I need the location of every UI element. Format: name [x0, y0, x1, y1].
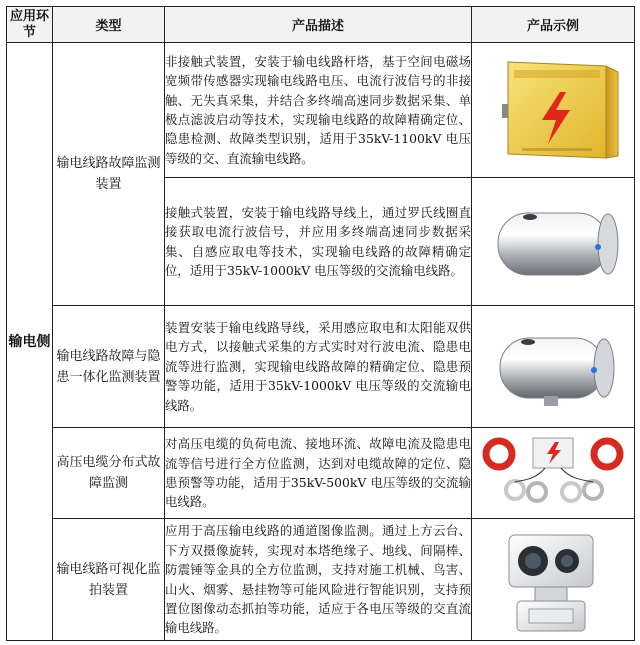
- product-image-cell: [472, 178, 635, 306]
- table-row: [7, 306, 635, 428]
- desc-cell: 非接触式装置，安装于输电线路杆塔，基于空间电磁场宽频带传感器实现输电线路电压、电流行波信号的非接触、无失真采集，并结合多终端高速同步数据采集、单极点滤波启动等技术，实现输电线路的故障精确定位、隐患检测、故障类型识别，适用于35kV-1100kV 电压等级的交、直流输电线路。: [165, 43, 472, 178]
- product-image-cell: [472, 428, 635, 519]
- product-image-cell: [472, 306, 635, 428]
- pan-tilt-camera-image: [483, 521, 623, 639]
- table-row: [7, 428, 635, 519]
- desc-cell: 应用于高压输电线路的通道图像监测。通过上方云台、下方双摄像旋转，实现对本塔绝缘子、地线、间隔棒、防震锤等金具的全方位监测，支持对施工机械、鸟害、山火、烟雾、悬挂物等可能风险进行智能识别，支持预置位图像动态抓拍等功能，适应于各电压等级的交直流输电线路。: [165, 519, 472, 641]
- desc-cell: 接触式装置，安装于输电线路导线上，通过罗氏线圈直接获取电流行波信号，并应用多终端高速同步数据采集、自感应取电等技术，实现输电线路的故障精确定位，适用于35kV-1000kV 电压等级的交流输电线路。: [165, 178, 472, 306]
- table-row: [7, 519, 635, 641]
- header-row: [7, 7, 635, 43]
- type-cell-cable-monitor: 高压电缆分布式故障监测: [53, 428, 165, 519]
- silver-cylinder-sensor-image: [478, 310, 628, 424]
- product-table: [6, 6, 635, 641]
- type-cell-integrated-monitor: 输电线路故障与隐患一体化监测装置: [53, 306, 165, 428]
- header-desc: 产品描述: [165, 7, 472, 43]
- header-type: 类型: [53, 7, 165, 43]
- product-image-cell: [472, 43, 635, 178]
- type-cell-visual-monitor: 输电线路可视化监拍装置: [53, 519, 165, 641]
- cable-monitor-kit-image: [475, 430, 631, 516]
- desc-cell: 对高压电缆的负荷电流、接地环流、故障电流及隐患电流等信号进行全方位监测，达到对电缆故障的定位、隐患预警等功能，适用于35kV-500kV 电压等级的交流输电线路。: [165, 428, 472, 519]
- yellow-box-device-image: [478, 46, 628, 174]
- header-stage: 应用环节: [7, 7, 53, 43]
- desc-cell: 装置安装于输电线路导线，采用感应取电和太阳能双供电方式，以接触式采集的方式实时对行波电流、隐患电流等进行监测，实现输电线路故障的精确定位、隐患预警等功能，适用于35kV-1000kV 电压等级的交流输电线路。: [165, 306, 472, 428]
- product-image-cell: [472, 519, 635, 641]
- silver-cylinder-device-image: [478, 183, 628, 301]
- stage-cell: 输电侧: [7, 43, 53, 641]
- table-row: [7, 43, 635, 178]
- header-example: 产品示例: [472, 7, 635, 43]
- type-cell-fault-monitor: 输电线路故障监测装置: [53, 43, 165, 306]
